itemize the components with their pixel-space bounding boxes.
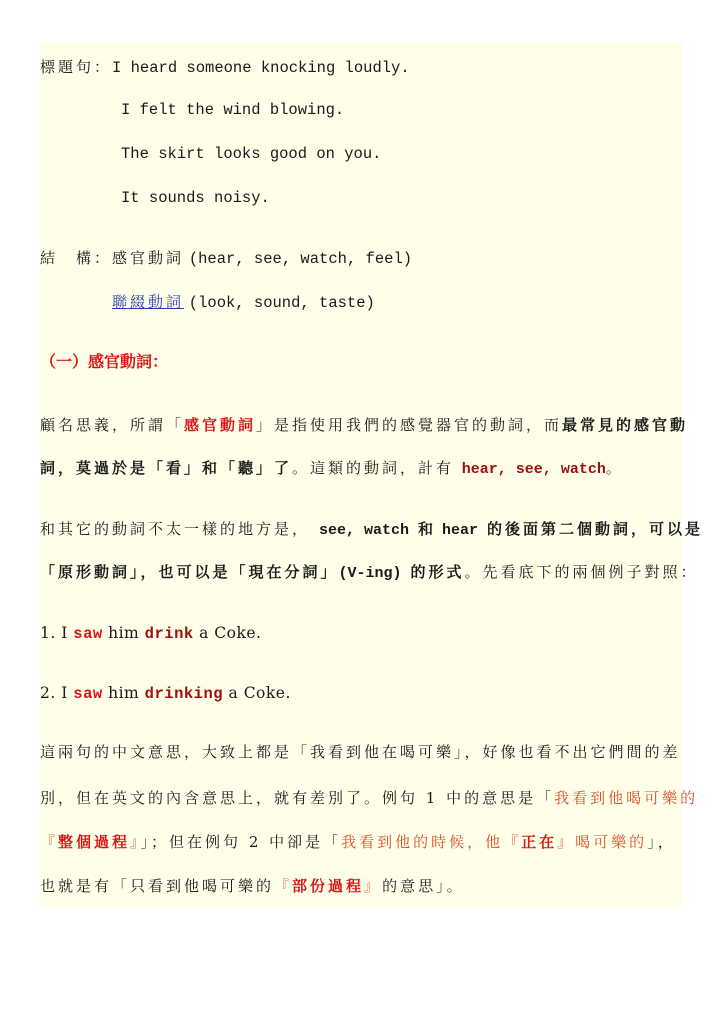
highlight-whole-process: 整個過程: [58, 833, 131, 851]
example-verb: saw: [73, 625, 103, 643]
sense-verbs-list: (hear, see, watch, feel): [188, 250, 413, 268]
bracket: 『: [40, 833, 59, 851]
text: 顧名思義，所謂「: [40, 416, 185, 434]
bracket: 』: [364, 877, 383, 895]
text: 。: [605, 459, 624, 477]
text: him: [102, 684, 145, 702]
title-sentence-2: I felt the wind blowing.: [121, 101, 345, 119]
structure-line-1: [40, 248, 412, 269]
text: 。這類的動詞，計有: [292, 459, 462, 477]
orange-text: 』喝可樂的: [557, 833, 648, 851]
para3-line-3: [40, 832, 676, 852]
orange-text: 我看到他喝可樂的: [554, 789, 699, 807]
text: 的意思」。: [382, 877, 465, 895]
bold-text: 最常見的感官動: [562, 416, 689, 434]
linking-verbs-link[interactable]: 聯綴動詞: [112, 293, 185, 311]
highlight-partial-process: 部份過程: [292, 877, 365, 895]
example-1: [40, 623, 261, 644]
title-sentence-text: I heard someone knocking loudly.: [112, 59, 410, 77]
text: 別，但在英文的內含意思上，就有差別了。例句 1 中的意思是「: [40, 789, 555, 807]
para2-line-2: [40, 562, 699, 584]
para3-line-2: [40, 788, 698, 808]
bracket: 『: [274, 877, 293, 895]
bold-text: 的形式: [410, 563, 465, 581]
title-sentence-4: It sounds noisy.: [121, 189, 270, 207]
bracket: 』: [130, 833, 141, 851]
para3-line-1: 這兩句的中文意思，大致上都是「我看到他在喝可樂」，好像也看不出它們間的差: [40, 743, 681, 761]
text: 和其它的動詞不太一樣的地方是，: [40, 520, 311, 538]
text: him: [102, 624, 145, 642]
bold-text: 的後面第二個動詞，可以是: [487, 520, 704, 538]
highlight-sense-verbs: 感官動詞: [184, 416, 257, 434]
example-verb2: drinking: [144, 685, 224, 703]
structure-label: 結 構：: [40, 249, 113, 267]
title-sentence-3: The skirt looks good on you.: [121, 145, 382, 163]
para3-line-4: [40, 876, 465, 896]
bold-text: 「原形動詞」，也可以是「現在分詞」: [40, 563, 339, 581]
text: 。先看底下的兩個例子對照：: [464, 563, 699, 581]
example-verb2: drink: [144, 625, 194, 643]
text: 」；但在例句 2 中卻是「: [140, 833, 342, 851]
text: a Coke.: [193, 624, 262, 642]
linking-verbs-list: (look, sound, taste): [188, 294, 375, 312]
orange-text: 我看到他的時候，他『: [341, 833, 522, 851]
text: 」是指使用我們的感覺器官的動詞，而: [256, 416, 563, 434]
highlight-in-progress: 正在: [521, 833, 558, 851]
title-sentence-1: [40, 57, 410, 78]
text: 」，: [647, 833, 676, 851]
section-heading-sense-verbs: （一）感官動詞：: [40, 352, 169, 371]
sense-verbs-label: 感官動詞: [112, 249, 185, 267]
structure-line-2: [112, 292, 375, 313]
bold-text: 詞，莫過於是「看」和「聽」了: [40, 459, 293, 477]
para1-line-2: [40, 458, 624, 480]
example-2: [40, 683, 291, 704]
text: 2. I: [40, 684, 74, 702]
example-verb: saw: [73, 685, 103, 703]
bold-ving: (V-ing): [338, 565, 411, 582]
title-label: 標題句：: [40, 58, 113, 76]
para1-line-1: [40, 415, 688, 435]
highlight-verbs-list: hear, see, watch: [461, 461, 606, 478]
text: 1. I: [40, 624, 74, 642]
bold-verbs: see, watch 和 hear: [310, 522, 488, 539]
text: a Coke.: [223, 684, 291, 702]
para2-line-1: [40, 519, 703, 541]
text: 也就是有「只看到他喝可樂的: [40, 877, 275, 895]
document-page: [40, 42, 704, 908]
